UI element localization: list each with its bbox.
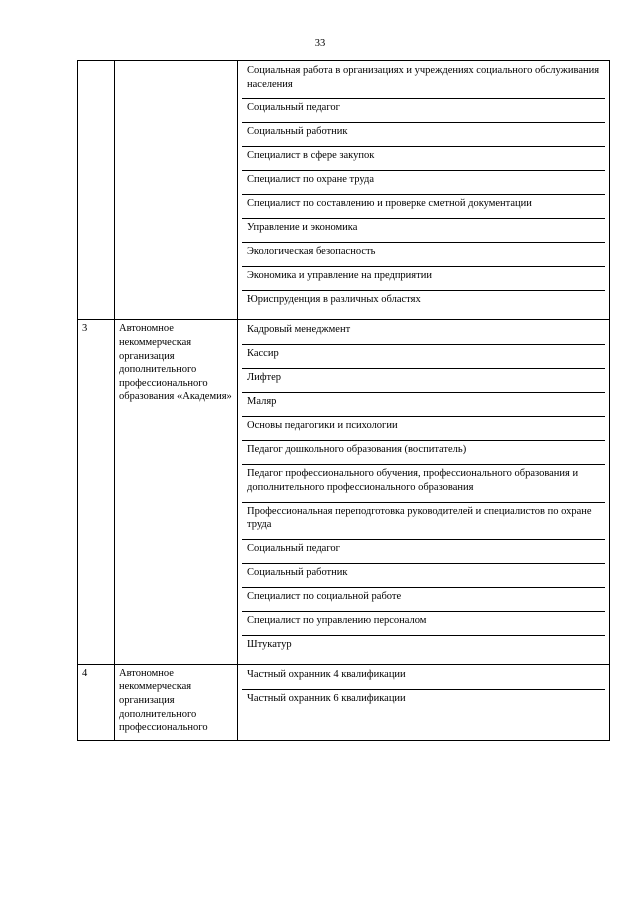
course-item: Юриспруденция в различных областях bbox=[242, 290, 605, 314]
course-item: Кассир bbox=[242, 344, 605, 368]
course-item: Основы педагогики и психологии bbox=[242, 416, 605, 440]
course-item: Социальная работа в организациях и учреждениях социального обслуживания населения bbox=[247, 65, 600, 90]
course-item: Профессиональная переподготовка руководителей и специалистов по охране труда bbox=[242, 502, 605, 539]
course-list bbox=[238, 61, 610, 320]
course-item: Специалист по составлению и проверке сметной документации bbox=[242, 194, 605, 218]
row-number: 4 bbox=[78, 664, 115, 740]
course-item: Частный охранник 4 квалификации bbox=[247, 668, 406, 680]
course-item: Социальный педагог bbox=[242, 98, 605, 122]
course-item: Социальный работник bbox=[242, 563, 605, 587]
course-item: Частный охранник 6 квалификации bbox=[242, 689, 605, 713]
row-number: 3 bbox=[78, 320, 115, 665]
course-item: Экологическая безопасность bbox=[242, 242, 605, 266]
course-item: Специалист по управлению персоналом bbox=[242, 611, 605, 635]
organization-name bbox=[115, 61, 238, 320]
table-row bbox=[78, 664, 610, 740]
course-item: Экономика и управление на предприятии bbox=[242, 266, 605, 290]
course-item: Социальный педагог bbox=[242, 539, 605, 563]
course-list bbox=[238, 664, 610, 740]
course-item: Специалист по социальной работе bbox=[242, 587, 605, 611]
course-item: Штукатур bbox=[242, 635, 605, 659]
course-list bbox=[238, 320, 610, 665]
organization-name: Автономное некоммерческая организация дополнительного профессионального bbox=[115, 664, 238, 740]
course-item: Кадровый менеджмент bbox=[247, 324, 351, 336]
page-number: 33 bbox=[314, 38, 326, 49]
organizations-table bbox=[77, 60, 610, 741]
course-item: Управление и экономика bbox=[242, 218, 605, 242]
course-item: Педагог дошкольного образования (воспитатель) bbox=[242, 440, 605, 464]
course-item: Лифтер bbox=[242, 368, 605, 392]
course-item: Маляр bbox=[242, 392, 605, 416]
course-item: Специалист по охране труда bbox=[242, 170, 605, 194]
organization-name: Автономное некоммерческая организация дополнительного профессионального образования «Академия» bbox=[115, 320, 238, 665]
table-row bbox=[78, 320, 610, 665]
row-number bbox=[78, 61, 115, 320]
course-item: Педагог профессионального обучения, профессионального образования и дополнительного профессионального образования bbox=[242, 464, 605, 501]
course-item: Специалист в сфере закупок bbox=[242, 146, 605, 170]
table-row bbox=[78, 61, 610, 320]
course-item: Социальный работник bbox=[242, 122, 605, 146]
